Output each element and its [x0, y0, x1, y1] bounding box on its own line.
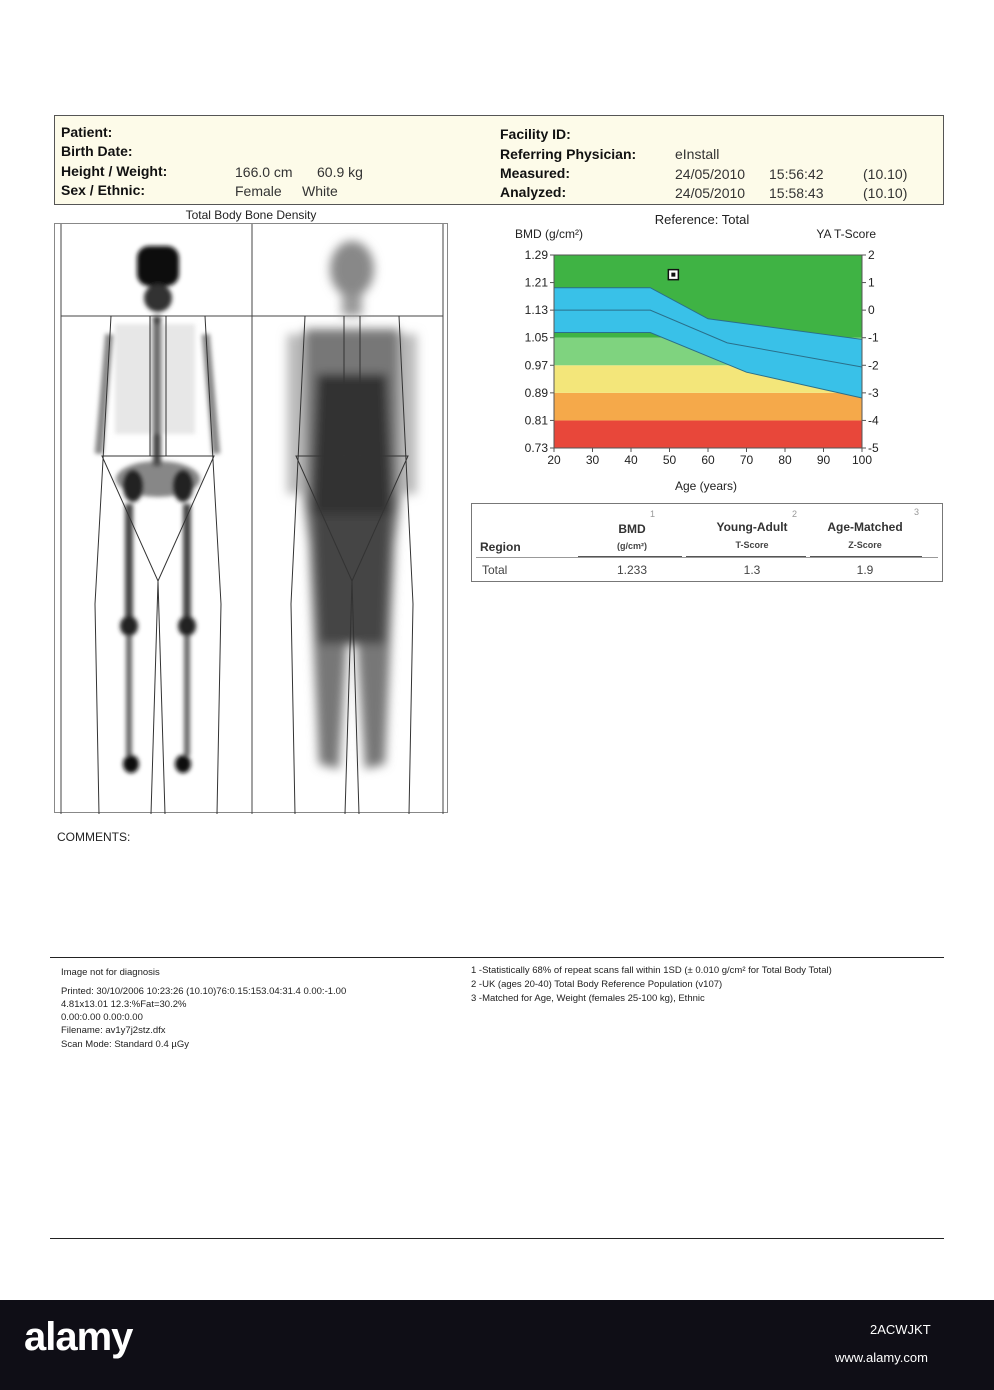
y2-tick-label: -5 — [868, 441, 879, 455]
footnote-1: 1 -Statistically 68% of repeat scans fall within 1SD (± 0.010 g/cm² for Total Body Total) — [471, 965, 832, 976]
col2-footnote-index: 2 — [792, 509, 798, 519]
patient-point — [668, 270, 678, 280]
row-tscore: 1.3 — [743, 563, 761, 577]
y-tick-label: 0.97 — [524, 358, 548, 373]
facility-label: Facility ID: — [500, 126, 571, 142]
footer-rule-top — [50, 957, 944, 958]
col3-subheader: Z-Score — [848, 540, 882, 550]
y2-tick-label: -1 — [868, 330, 879, 345]
y2-tick-label: 2 — [868, 248, 875, 262]
physician-value: eInstall — [675, 146, 720, 162]
band-1 — [554, 393, 862, 421]
y2-tick-label: -4 — [868, 413, 879, 428]
measured-version: (10.10) — [863, 166, 908, 182]
body-scan-image — [54, 223, 448, 813]
x-tick-label: 80 — [778, 453, 792, 467]
comments-label: COMMENTS: — [57, 830, 131, 844]
skeleton-figure — [95, 246, 221, 814]
col1-subheader: (g/cm²) — [617, 541, 647, 551]
x-tick-label: 70 — [739, 453, 754, 467]
x-tick-label: 60 — [701, 453, 715, 467]
height-value: 166.0 cm — [235, 164, 293, 180]
measured-label: Measured: — [500, 165, 571, 181]
analyzed-time: 15:58:43 — [769, 185, 824, 201]
y-tick-label: 1.13 — [524, 303, 548, 318]
image-id: 2ACWJKT — [870, 1322, 931, 1337]
chart-ylabel: BMD (g/cm²) — [515, 227, 583, 241]
band-0 — [554, 420, 862, 448]
footer-line-2: Printed: 30/10/2006 10:23:26 (10.10)76:0.15:153.04:31.4 0.00:-1.00 — [61, 986, 347, 997]
y-tick-label: 1.05 — [524, 330, 548, 345]
chart-title: Reference: Total — [654, 212, 750, 227]
y2-tick-label: 0 — [868, 303, 875, 318]
measured-time: 15:56:42 — [769, 166, 824, 182]
height-weight-label: Height / Weight: — [61, 163, 168, 179]
weight-value: 60.9 kg — [317, 164, 363, 180]
region-header: Region — [480, 540, 521, 554]
watermark-url: www.alamy.com — [835, 1350, 928, 1365]
footer-line-6: Scan Mode: Standard 0.4 µGy — [61, 1039, 189, 1050]
footer-rule-bottom — [50, 1238, 944, 1239]
row-zscore: 1.9 — [856, 563, 874, 577]
header-rule — [476, 557, 938, 558]
footer-line-3: 4.81x13.01 12.3:%Fat=30.2% — [61, 999, 187, 1010]
y-tick-label: 0.81 — [524, 413, 548, 428]
col3-header: Age-Matched — [827, 520, 903, 534]
x-tick-label: 30 — [585, 453, 600, 467]
soft-tissue-figure — [287, 241, 417, 814]
physician-label: Referring Physician: — [500, 146, 637, 162]
footnote-2: 2 -UK (ages 20-40) Total Body Reference Population (v107) — [471, 979, 723, 990]
sex-ethnic-label: Sex / Ethnic: — [61, 182, 146, 198]
x-tick-label: 20 — [547, 453, 561, 467]
col1-header: BMD — [618, 522, 646, 536]
col2-header: Young-Adult — [716, 520, 788, 534]
ethnic-value: White — [302, 183, 338, 199]
col3-footnote-index: 3 — [914, 507, 920, 517]
chart-y2label: YA T-Score — [816, 227, 876, 241]
footnote-3: 3 -Matched for Age, Weight (females 25-100 kg), Ethnic — [471, 993, 705, 1004]
sex-value: Female — [235, 183, 282, 199]
patient-info-box — [54, 115, 944, 205]
row-bmd: 1.233 — [616, 563, 648, 577]
x-tick-label: 40 — [624, 453, 638, 467]
footer-line-1: Image not for diagnosis — [61, 967, 160, 978]
y-tick-label: 1.29 — [524, 248, 548, 262]
measured-date: 24/05/2010 — [675, 166, 746, 182]
patient-marker-dot — [671, 273, 675, 277]
col1-footnote-index: 1 — [650, 509, 656, 519]
y2-tick-label: -2 — [868, 358, 879, 373]
y2-tick-label: 1 — [868, 275, 875, 290]
patient-label: Patient: — [61, 124, 113, 140]
x-tick-label: 90 — [816, 453, 831, 467]
watermark-bar — [0, 1300, 994, 1390]
y2-tick-label: -3 — [868, 385, 879, 400]
x-tick-label: 50 — [662, 453, 677, 467]
col2-subheader: T-Score — [735, 540, 769, 550]
analyzed-date: 24/05/2010 — [675, 185, 746, 201]
birth-date-label: Birth Date: — [61, 143, 133, 159]
analyzed-version: (10.10) — [863, 185, 908, 201]
y-tick-label: 1.21 — [524, 275, 548, 290]
x-tick-label: 100 — [851, 453, 873, 467]
footer-line-4: 0.00:0.00 0.00:0.00 — [61, 1012, 143, 1023]
analyzed-label: Analyzed: — [500, 184, 567, 200]
row-region: Total — [482, 563, 508, 577]
y-tick-label: 0.89 — [524, 385, 548, 400]
chart-xlabel: Age (years) — [674, 479, 738, 493]
footer-line-5: Filename: av1y7j2stz.dfx — [61, 1025, 166, 1036]
scan-title: Total Body Bone Density — [185, 208, 317, 222]
alamy-logo: alamy — [24, 1315, 133, 1359]
reference-chart — [470, 208, 944, 498]
y-tick-label: 0.73 — [524, 441, 548, 455]
results-table — [471, 503, 943, 582]
body-scan-svg — [55, 224, 449, 814]
